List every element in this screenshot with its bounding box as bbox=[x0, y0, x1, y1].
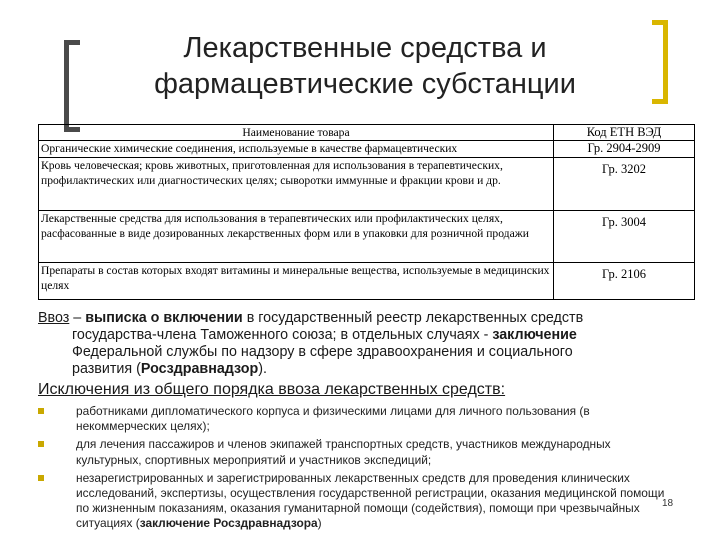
table-row bbox=[39, 158, 695, 211]
square-bullet-icon bbox=[38, 441, 44, 447]
row-code: Гр. 2106 bbox=[554, 263, 695, 300]
exceptions-heading: Исключения из общего порядка ввоза лекарственных средств: bbox=[38, 381, 506, 398]
table-row bbox=[39, 141, 695, 158]
import-bold-extract: выписка о включении bbox=[85, 310, 243, 326]
row-name: Препараты в состав которых входят витамины и минеральные вещества, используемые в медицинских целях bbox=[39, 263, 554, 300]
table-row bbox=[39, 211, 695, 263]
header-code: Код ЕТН ВЭД bbox=[554, 125, 695, 141]
title-line-2: фармацевтические субстанции bbox=[154, 68, 576, 100]
list-item-bold: заключение Росздравнадзора bbox=[139, 516, 318, 531]
row-code: Гр. 3202 bbox=[554, 158, 695, 211]
table-header-row bbox=[39, 125, 695, 141]
import-text-5: ). bbox=[258, 361, 268, 377]
row-code: Гр. 2904-2909 bbox=[554, 141, 695, 158]
import-term: Ввоз bbox=[38, 310, 70, 326]
import-bold-conclusion: заключение bbox=[492, 327, 577, 343]
title-line-1: Лекарственные средства и bbox=[183, 32, 547, 64]
row-name: Кровь человеческая; кровь животных, приготовленная для использования в терапевтических, профилактических или диагностических целях; сыворотки иммунные и фракции крови и др. bbox=[39, 158, 554, 211]
page-number: 18 bbox=[662, 498, 674, 509]
list-item bbox=[38, 404, 668, 434]
import-dash: – bbox=[69, 310, 86, 326]
list-item-text: незарегистрированных и зарегистрированных лекарственных средств для проведения клинических исследований, экспертизы, осуществления государственной регистрации, оказания медицинской помощи по жизненным показаниям, оказания гуманитарной помощи (содействия), помощи при чрезвычайных ситуациях ( bbox=[76, 470, 665, 531]
list-item-text: работниками дипломатического корпуса и физическими лицами для личного пользования (в некоммерческих целях); bbox=[76, 404, 590, 434]
row-name: Органические химические соединения, используемые в качестве фармацевтических bbox=[39, 141, 554, 158]
square-bullet-icon bbox=[38, 475, 44, 481]
import-paragraph bbox=[38, 310, 688, 378]
import-text-3: Федеральной службы по надзору в сфере здравоохранения и социального bbox=[72, 344, 573, 360]
import-text-1: в государственный реестр лекарственных средств bbox=[242, 310, 584, 326]
list-item-tail: ) bbox=[317, 516, 322, 531]
square-bullet-icon bbox=[38, 408, 44, 414]
import-text-2: государства-члена Таможенного союза; в отдельных случаях - bbox=[72, 327, 493, 343]
import-bold-agency: Росздравнадзор bbox=[140, 361, 259, 377]
row-code: Гр. 3004 bbox=[554, 211, 695, 263]
import-text-4: развития ( bbox=[72, 361, 141, 377]
goods-table bbox=[38, 124, 695, 300]
row-name: Лекарственные средства для использования в терапевтических или профилактических целях, расфасованные в виде дозированных лекарственных форм или в упаковки для розничной продажи bbox=[39, 211, 554, 263]
slide-title bbox=[100, 30, 630, 102]
exceptions-list bbox=[38, 404, 668, 535]
right-bracket-decoration bbox=[652, 20, 668, 104]
header-name: Наименование товара bbox=[39, 125, 554, 141]
list-item-text: для лечения пассажиров и членов экипажей транспортных средств, участников международных культурных, спортивных мероприятий и участников экспедиций; bbox=[76, 437, 611, 467]
list-item bbox=[38, 471, 668, 532]
list-item bbox=[38, 437, 668, 467]
table-row bbox=[39, 263, 695, 300]
left-bracket-decoration bbox=[64, 40, 80, 132]
